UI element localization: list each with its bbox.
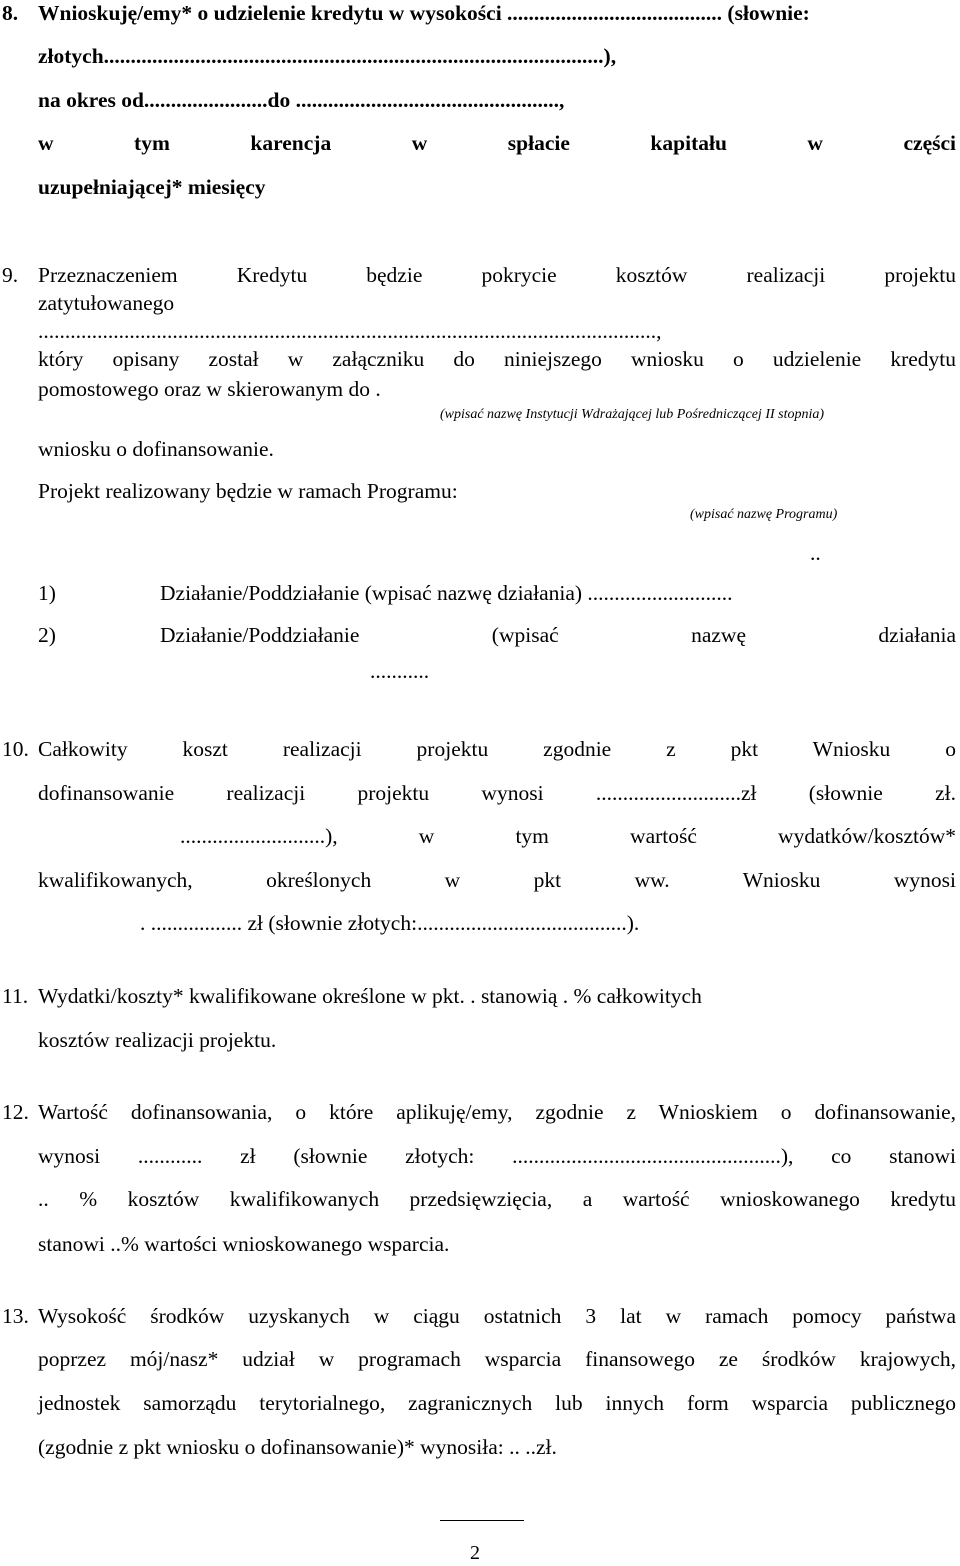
section-8-line-4: w tym karencja w spłacie kapitału w części bbox=[38, 131, 956, 155]
section-9-line-2: zatytułowanego bbox=[38, 291, 175, 315]
section-9-line-4: który opisany został w załączniku do niniejszego wniosku o udzielenie kredytu bbox=[38, 347, 956, 371]
section-10-line-2: dofinansowanie realizacji projektu wynosi ...........................zł (słownie zł. bbox=[38, 781, 956, 805]
section-9-line-8: .. bbox=[810, 541, 821, 565]
section-8-number: 8. bbox=[2, 1, 19, 25]
section-10-line-3: ...........................), w tym wartość wydatków/kosztów* bbox=[180, 824, 956, 848]
footer-rule bbox=[440, 1520, 524, 1521]
section-10-line-4: kwalifikowanych, określonych w pkt ww. Wniosku wynosi bbox=[38, 868, 956, 892]
section-10-line-5: . ................. zł (słownie złotych:.......................................). bbox=[140, 911, 640, 935]
section-12-number: 12. bbox=[2, 1100, 29, 1124]
section-12-line-2: wynosi ............ zł (słownie złotych: ..................................................), co stanowi bbox=[38, 1144, 956, 1168]
section-12-line-3: .. % kosztów kwalifikowanych przedsięwzięcia, a wartość wnioskowanego kredytu bbox=[38, 1187, 956, 1211]
section-12-line-4: stanowi ..% wartości wnioskowanego wsparcia. bbox=[38, 1232, 450, 1256]
section-11-line-1: Wydatki/koszty* kwalifikowane określone w pkt. . stanowią . % całkowitych bbox=[38, 984, 702, 1008]
section-9-line-3: ..................................................................................................................., bbox=[38, 319, 662, 343]
section-9-number: 9. bbox=[2, 263, 19, 287]
section-8-line-3: na okres od.......................do ................................................., bbox=[38, 88, 565, 112]
section-11-line-2: kosztów realizacji projektu. bbox=[38, 1028, 277, 1052]
section-8-line-1: Wnioskuję/emy* o udzielenie kredytu w wysokości ........................................ (słownie: bbox=[38, 1, 810, 25]
section-13-line-4: (zgodnie z pkt wniosku o dofinansowanie)* wynosiła: .. ..zł. bbox=[38, 1435, 557, 1459]
item-2-number: 2) bbox=[38, 623, 56, 647]
section-8-line-2: złotych.............................................................................................), bbox=[38, 44, 617, 68]
section-9-line-5: pomostowego oraz w skierowanym do . bbox=[38, 377, 381, 401]
section-10-number: 10. bbox=[2, 737, 29, 761]
item-1-text: Działanie/Poddziałanie (wpisać nazwę działania) ........................... bbox=[160, 581, 733, 605]
section-11-number: 11. bbox=[2, 984, 29, 1008]
programme-hint: (wpisać nazwę Programu) bbox=[690, 507, 838, 522]
institution-hint: (wpisać nazwę Instytucji Wdrażającej lub Pośredniczącej II stopnia) bbox=[440, 407, 825, 422]
section-8-line-5: uzupełniającej* miesięcy bbox=[38, 175, 266, 199]
section-13-line-1: Wysokość środków uzyskanych w ciągu ostatnich 3 lat w ramach pomocy państwa bbox=[38, 1304, 956, 1328]
item-2-text: Działanie/Poddziałanie (wpisać nazwę działania bbox=[160, 623, 956, 647]
section-9-line-6: wniosku o dofinansowanie. bbox=[38, 437, 274, 461]
page-number: 2 bbox=[470, 1542, 480, 1564]
item-2-continuation: ........... bbox=[370, 659, 430, 683]
section-10-line-1: Całkowity koszt realizacji projektu zgodnie z pkt Wniosku o bbox=[38, 737, 956, 761]
section-9-line-1: Przeznaczeniem Kredytu będzie pokrycie kosztów realizacji projektu bbox=[38, 263, 956, 287]
section-13-number: 13. bbox=[2, 1304, 29, 1328]
item-1-number: 1) bbox=[38, 581, 56, 605]
section-13-line-3: jednostek samorządu terytorialnego, zagranicznych lub innych form wsparcia publicznego bbox=[38, 1391, 956, 1415]
section-13-line-2: poprzez mój/nasz* udział w programach wsparcia finansowego ze środków krajowych, bbox=[38, 1347, 956, 1371]
section-9-line-7: Projekt realizowany będzie w ramach Programu: bbox=[38, 479, 458, 503]
section-12-line-1: Wartość dofinansowania, o które aplikuję/emy, zgodnie z Wnioskiem o dofinansowanie, bbox=[38, 1100, 956, 1124]
